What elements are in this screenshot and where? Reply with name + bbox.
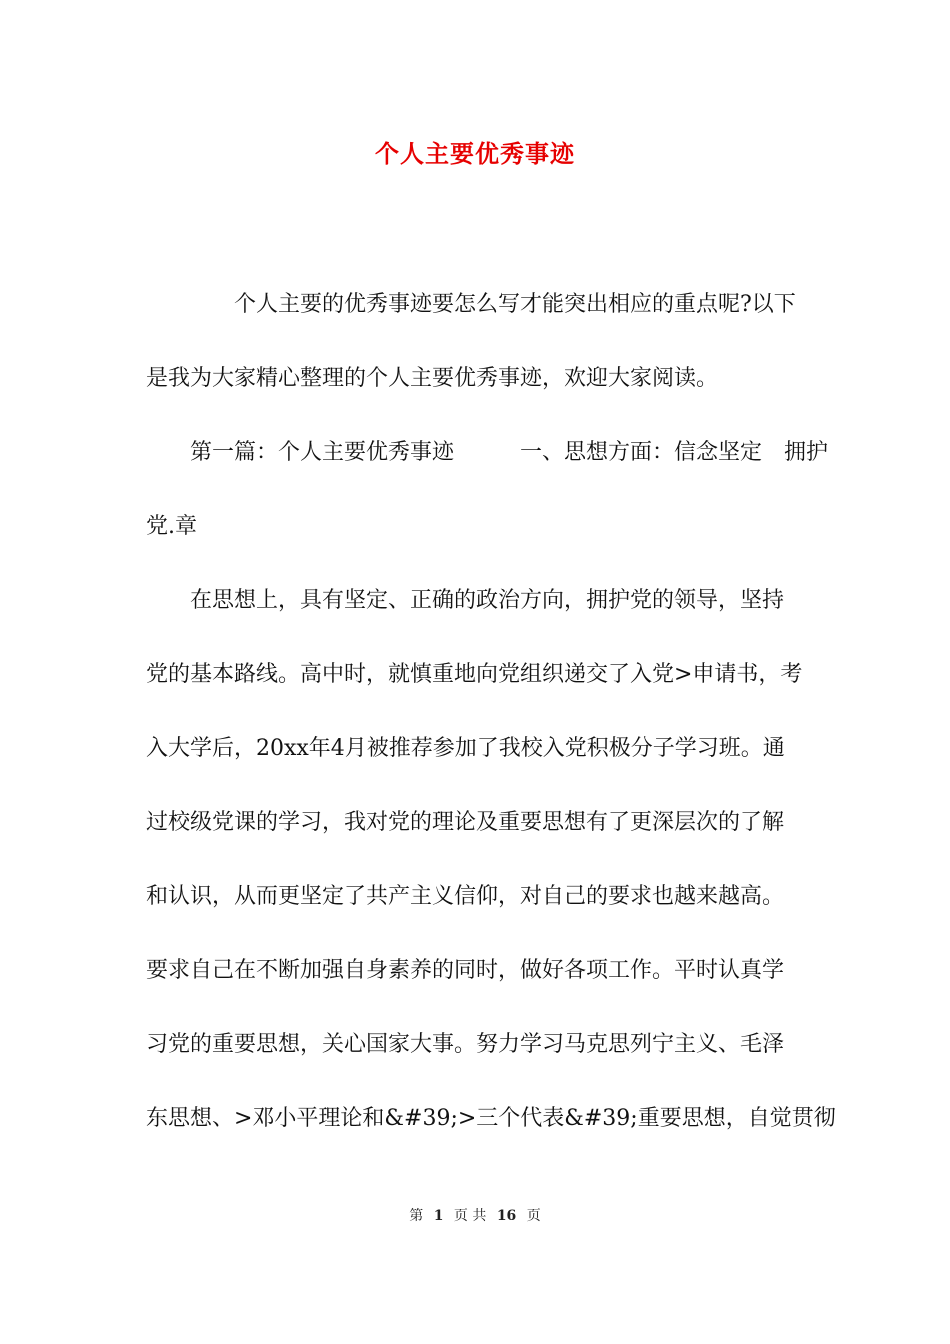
body-line: 个人主要的优秀事迹要怎么写才能突出相应的重点呢?以下 xyxy=(146,292,796,317)
footer-prefix: 第 xyxy=(409,1208,424,1224)
footer-total-pages: 16 xyxy=(496,1208,517,1224)
document-body xyxy=(146,268,836,1156)
page-footer xyxy=(0,1205,950,1225)
body-line: 习党的重要思想，关心国家大事。努力学习马克思列宁主义、毛泽 xyxy=(146,1032,785,1057)
body-line: 东思想、>邓小平理论和&#39;>三个代表&#39;重要思想，自觉贯彻 xyxy=(146,1106,836,1131)
body-line: 在思想上，具有坚定、正确的政治方向，拥护党的领导，坚持 xyxy=(146,588,785,613)
body-line: 要求自己在不断加强自身素养的同时，做好各项工作。平时认真学 xyxy=(146,958,785,983)
footer-suffix: 页 xyxy=(526,1208,541,1224)
body-line: 是我为大家精心整理的个人主要优秀事迹，欢迎大家阅读。 xyxy=(146,366,719,391)
body-line: 第一篇：个人主要优秀事迹 一、思想方面：信念坚定 拥护 xyxy=(146,440,829,465)
body-line: 和认识，从而更坚定了共产主义信仰，对自己的要求也越来越高。 xyxy=(146,884,785,909)
document-title: 个人主要优秀事迹 xyxy=(375,139,575,168)
footer-middle: 页 共 xyxy=(453,1208,487,1224)
body-line: 过校级党课的学习，我对党的理论及重要思想有了更深层次的了解 xyxy=(146,810,785,835)
body-line: 党.章 xyxy=(146,514,197,539)
body-line: 入大学后，20xx年4月被推荐参加了我校入党积极分子学习班。通 xyxy=(146,736,785,761)
footer-current-page: 1 xyxy=(433,1208,444,1224)
body-line: 党的基本路线。高中时，就慎重地向党组织递交了入党>申请书，考 xyxy=(146,662,803,687)
